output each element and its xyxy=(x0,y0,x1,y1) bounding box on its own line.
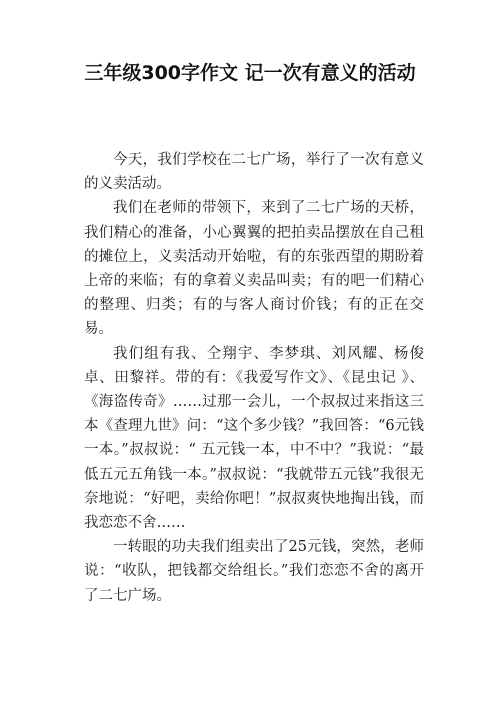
paragraph-3: 我们组有我、仝翔宇、李梦琪、刘风耀、杨俊卓、田黎祥。带的有：《我爱写作文》、《昆虫记 》、《海盗传奇》……过那一会儿，一个叔叔过来指这三本《查理九世》问：“这个多少钱？”我回答：“6元钱一本。”叔叔说：“ 五元钱一本，中不中？”我说：“最低五元五角钱一本。”叔叔说：“我就带五元钱”我很无奈地说：“好吧，卖给你吧！”叔叔爽快地掏出钱，而我恋恋不舍…… xyxy=(84,345,424,532)
document-body xyxy=(84,148,424,608)
paragraph-1: 今天，我们学校在二七广场，举行了一次有意义的义卖活动。 xyxy=(84,152,424,193)
paragraph-2: 我们在老师的带领下，来到了二七广场的天桥，我们精心的准备，小心翼翼的把拍卖品摆放在自己租的摊位上，义卖活动开始啦，有的东张西望的期盼着上帝的来临；有的拿着义卖品叫卖；有的吧一们精心的整理、归类；有的与客人商讨价钱；有的正在交易。 xyxy=(84,200,424,338)
document-title: 三年级300字作文 记一次有意义的活动 xyxy=(84,62,416,84)
paragraph-4: 一转眼的功夫我们组卖出了25元钱，突然，老师说：“收队，把钱都交给组长。”我们恋恋不舍的离开了二七广场。 xyxy=(84,539,424,604)
